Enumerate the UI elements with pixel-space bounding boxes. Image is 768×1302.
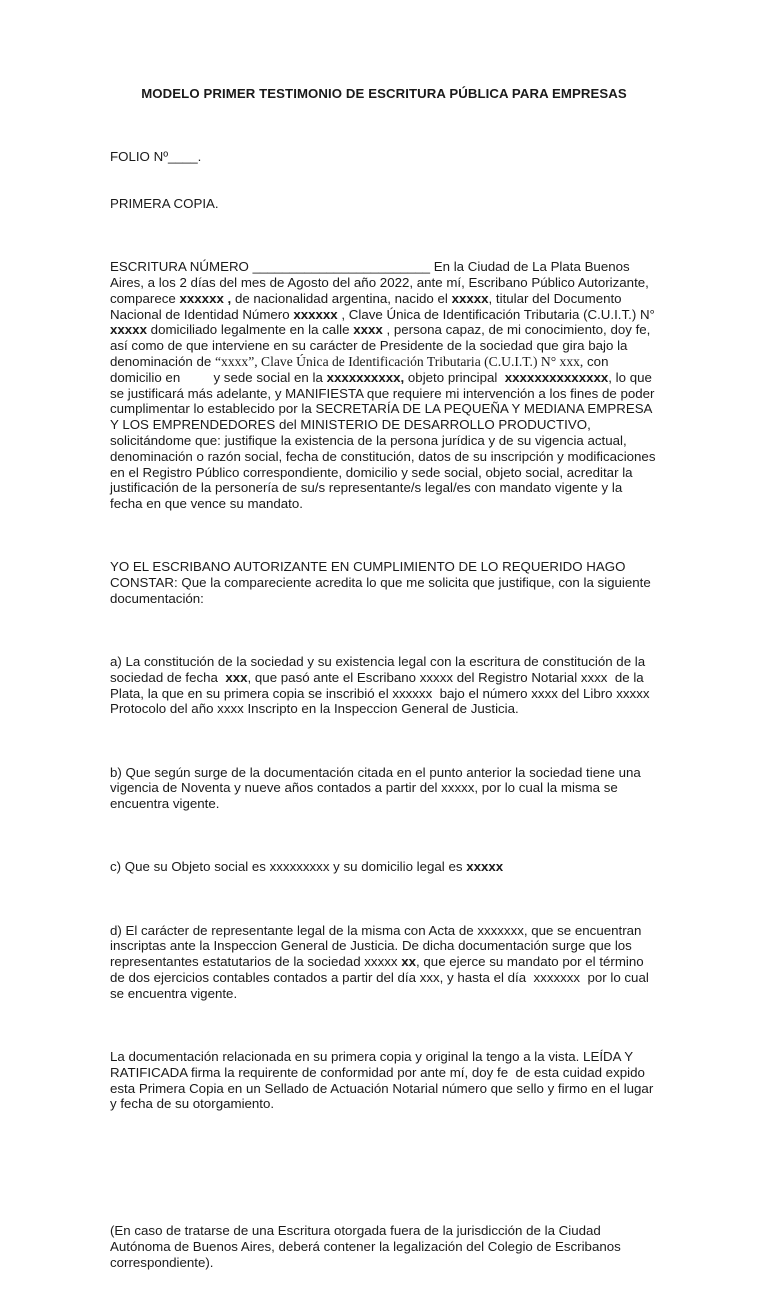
placeholder-fecha: xxx	[225, 669, 248, 685]
text-run: domiciliado legalmente en la calle	[146, 322, 354, 338]
text-run: c) Que su Objeto social es xxxxxxxxx y su domicilio legal es	[110, 859, 467, 875]
placeholder-cuit: xxxxx	[110, 322, 147, 338]
placeholder-dni: xxxxxx	[293, 306, 338, 322]
text-run: de nacionalidad argentina, nacido el	[231, 290, 452, 306]
text-run: ESCRITURA NÚMERO ________________________ En la Ciudad de La Plata Buenos Aires, a los 2 días del mes de Agosto del año 2022, ante mí, Escribano Público Autorizante, comparece	[110, 259, 653, 306]
paragraph-escritura	[110, 259, 658, 512]
text-run: , que pasó ante el Escribano xxxxx del Registro Notarial xxxx de la Plata, la que en su primera copia se inscribió el xxxxxx bajo el número xxxx del Libro xxxxx Protocolo del año xxxx Inscripto en la Inspeccion General de Justicia.	[110, 669, 654, 717]
paragraph-note: (En caso de tratarse de una Escritura otorgada fuera de la jurisdicción de la Ciudad Autónoma de Buenos Aires, deberá contener la legalización del Colegio de Escribanos correspondiente).	[110, 1222, 625, 1270]
text-run: , Clave Única de Identificación Tributaria (C.U.I.T.) N°	[337, 306, 659, 322]
item-c	[110, 859, 658, 875]
placeholder-birth: xxxxx	[451, 290, 489, 306]
text-run: objeto principal	[404, 369, 505, 385]
placeholder-objeto: xxxxxxxxxxxxxx	[504, 369, 609, 385]
placeholder-sede: xxxxxxxxxx,	[326, 369, 405, 385]
spacer	[110, 1160, 658, 1176]
folio-line: FOLIO Nº____.	[110, 148, 202, 164]
text-run: a) La constitución de la sociedad y su existencia legal con la escritura de constitución de la sociedad de fecha	[110, 654, 649, 685]
document-title: MODELO PRIMER TESTIMONIO DE ESCRITURA PÚBLICA PARA EMPRESAS	[141, 86, 627, 101]
paragraph-closing: La documentación relacionada en su primera copia y original la tengo a la vista. LEÍDA Y RATIFICADA firma la requirente de conformidad por ante mí, doy fe de esta cuidad expido esta Primera Copia en un Sellado de Actuación Notarial número que sello y firmo en el lugar y fecha de su otorgamiento.	[110, 1049, 657, 1112]
text-run: , titular del Documento Nacional de Identidad Número	[110, 290, 626, 322]
text-run: , que ejerce su mandato por el término de dos ejercicios contables contados a partir del día xxx, y hasta el día xxxxxxx por lo cual se encuentra vigente.	[110, 954, 653, 1001]
placeholder-name: xxxxxx ,	[179, 290, 232, 306]
company-denomination: “xxxx”, Clave Única de Identificación Tributaria (C.U.I.T.) N° xxx,	[214, 353, 584, 369]
text-run: , persona capaz, de mi conocimiento, doy fe, así como de que interviene en su carácter de Presidente de la sociedad que gira bajo la denominación de	[110, 322, 655, 369]
text-run: con domicilio en y sede social en la	[110, 353, 613, 385]
text-run: d) El carácter de representante legal de la misma con Acta de xxxxxxx, que se encuentran inscriptas ante la Inspeccion General de Justicia. De dicha documentación surge que los representantes estatutarios de la sociedad xxxxx	[110, 922, 646, 970]
item-d	[110, 923, 658, 1002]
document-body	[110, 117, 658, 1302]
primera-copia-line: PRIMERA COPIA.	[110, 195, 219, 211]
item-a	[110, 654, 658, 717]
paragraph-hago-constar: YO EL ESCRIBANO AUTORIZANTE EN CUMPLIMIENTO DE LO REQUERIDO HAGO CONSTAR: Que la compareciente acredita lo que me solicita que justifique, con la siguiente documentación:	[110, 559, 655, 606]
text-run: , lo que se justificará más adelante, y MANIFIESTA que requiere mi intervención a los fines de poder cumplimentar lo establecido por la SECRETARÍA DE LA PEQUEÑA Y MEDIANA EMPRESA Y LOS EMPRENDEDORES del MINISTERIO DE DESARROLLO PRODUCTIVO, solicitándome que: justifique la existencia de la persona jurídica y de su vigencia actual, denominación o razón social, fecha de constitución, datos de su inscripción y modificaciones en el Registro Público correspondiente, domicilio y sede social, objeto social, acreditar la justificación de la personería de su/s representante/s legal/es con mandato vigente y la fecha en que vence su mandato.	[110, 369, 660, 512]
placeholder-domicilio: xxxxx	[466, 859, 504, 875]
placeholder-street: xxxx	[353, 322, 383, 338]
item-b: b) Que según surge de la documentación citada en el punto anterior la sociedad tiene una vigencia de Noventa y nueve años contados a partir del xxxxx, por lo cual la misma se encuentra vigente.	[110, 764, 645, 812]
placeholder-representante: xx	[401, 954, 417, 970]
